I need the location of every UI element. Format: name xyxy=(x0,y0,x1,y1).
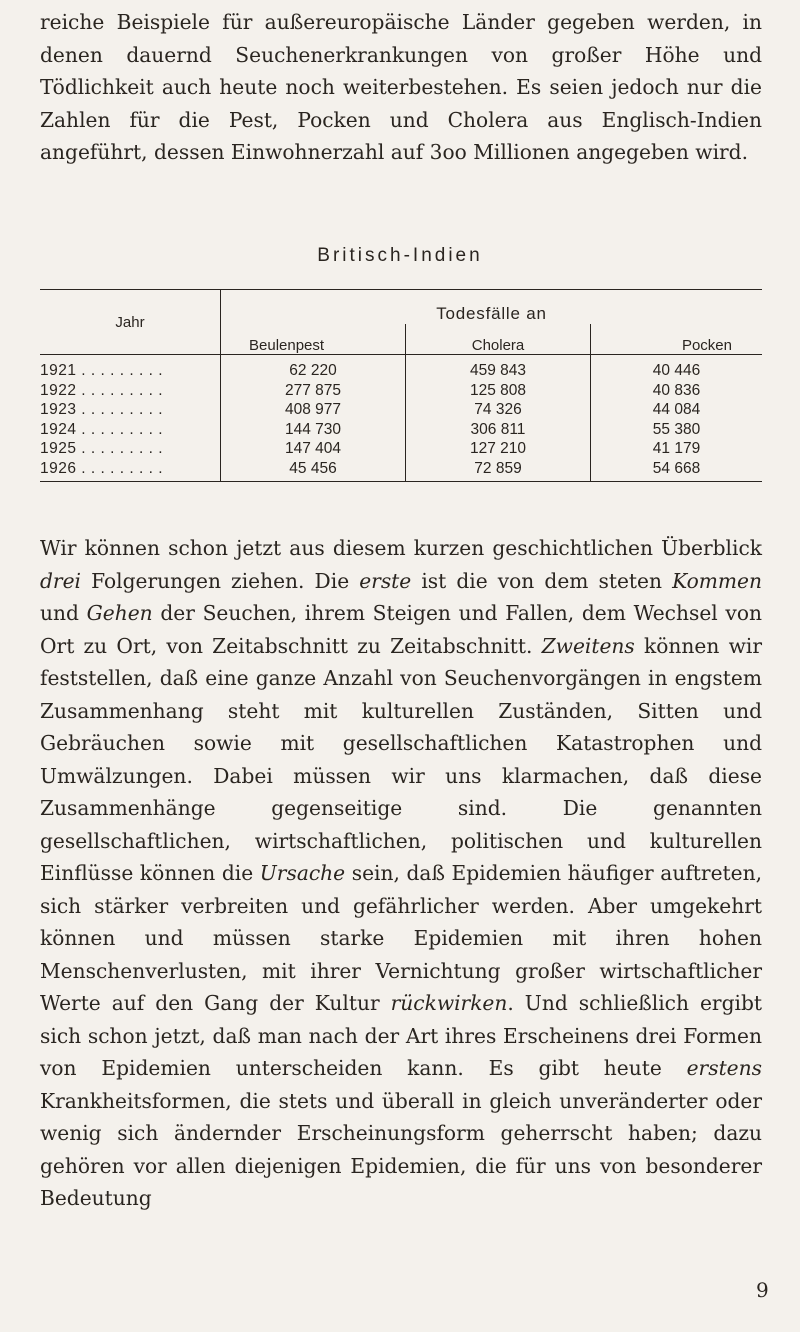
pocken-cell: 40 446 xyxy=(591,355,763,381)
year-cell: 1926 . . . . . . . . . xyxy=(40,459,221,482)
emphasis-gehen: Gehen xyxy=(86,601,153,625)
column-group-header: Todesfälle an xyxy=(221,290,763,324)
table-caption: Britisch-Indien xyxy=(317,245,483,266)
deaths-table xyxy=(40,289,762,482)
cholera-cell: 127 210 xyxy=(406,439,591,459)
table-row xyxy=(40,355,762,381)
beulenpest-cell: 45 456 xyxy=(221,459,406,482)
year-cell: 1922 . . . . . . . . . xyxy=(40,381,163,399)
cholera-cell: 125 808 xyxy=(406,381,591,401)
column-header-cholera: Cholera xyxy=(406,324,591,355)
emphasis-kommen: Kommen xyxy=(672,568,762,593)
emphasis-drei: drei xyxy=(40,568,81,593)
beulenpest-cell: 408 977 xyxy=(221,400,406,420)
pocken-cell: 41 179 xyxy=(591,439,763,459)
cholera-cell: 459 843 xyxy=(406,355,591,381)
intro-paragraph: reiche Beispiele für außereuropäische Länder gegeben werden, in denen dauernd Seuchenerkrankungen von großer Höhe und Tödlichkeit auch heute noch weiterbestehen. Es seien jedoch nur die Zahlen für die Pest, Pocken und Cholera aus Englisch-Indien angeführt, dessen Einwohnerzahl auf 3oo Millionen angegeben wird. xyxy=(40,10,762,164)
beulenpest-cell: 277 875 xyxy=(221,381,406,401)
pocken-cell: 54 668 xyxy=(591,459,763,482)
year-cell: 1924 . . . . . . . . . xyxy=(40,420,163,438)
table-row xyxy=(40,459,762,482)
cholera-cell: 306 811 xyxy=(406,420,591,440)
cholera-cell: 74 326 xyxy=(406,400,591,420)
emphasis-erstens: erstens xyxy=(686,1056,762,1080)
pocken-cell: 55 380 xyxy=(591,420,763,440)
emphasis-rueckwirken: rückwirken xyxy=(390,991,508,1015)
emphasis-ursache: Ursache xyxy=(259,861,346,885)
emphasis-zweitens: Zweitens xyxy=(541,633,635,658)
column-header-pocken: Pocken xyxy=(591,324,763,355)
year-cell: 1925 . . . . . . . . . xyxy=(40,440,163,457)
table-row xyxy=(40,420,762,440)
pocken-cell: 44 084 xyxy=(591,400,763,420)
table-row xyxy=(40,400,762,420)
column-header-beulenpest: Beulenpest xyxy=(221,324,406,355)
beulenpest-cell: 144 730 xyxy=(221,420,406,440)
table-row xyxy=(40,439,762,459)
cholera-cell: 72 859 xyxy=(406,459,591,482)
emphasis-erste: erste xyxy=(359,568,412,593)
beulenpest-cell: 62 220 xyxy=(221,355,406,381)
beulenpest-cell: 147 404 xyxy=(221,439,406,459)
year-cell: 1923 . . . . . . . . . xyxy=(40,401,163,418)
page-number: 9 xyxy=(756,1278,769,1302)
table-row xyxy=(40,381,762,401)
column-header-jahr: Jahr xyxy=(40,290,221,355)
pocken-cell: 40 836 xyxy=(591,381,763,401)
conclusions-paragraph: Wir können schon jetzt aus diesem kurzen geschichtlichen Überblick drei Folgerungen ziehen. Die erste ist die von dem steten Kommen und Gehen der Seuchen, ihrem Steigen und Fallen, dem Wechsel von Ort zu Ort, von Zeitabschnitt zu Zeitabschnitt. Zweitens können wir feststellen, daß eine ganze Anzahl von Seuchenvorgängen in engstem Zusammenhang steht mit kulturellen Zuständen, Sitten und Gebräuchen sowie mit gesellschaftlichen Katastrophen und Umwälzungen. Dabei müssen wir uns klarmachen, daß diese Zusammenhänge gegenseitige sind. Die genannten gesellschaftlichen, wirtschaftlichen, politischen und kulturellen Einflüsse können die Ursache sein, daß Epidemien häufiger auftreten, sich stärker verbreiten und gefährlicher werden. Aber umgekehrt können und müssen starke Epidemien mit ihren hohen Menschenverlusten, mit ihrer Vernichtung großer wirtschaftlicher Werte auf den Gang der Kultur rückwirken. Und schließlich ergibt sich schon jetzt, daß man nach der Art ihres Erscheinens drei Formen von Epidemien unterscheiden kann. Es gibt heute erstens Krankheitsformen, die stets und überall in gleich unveränderter oder wenig sich ändernder Erscheinungsform geherrscht haben; dazu gehören vor allen diejenigen Epidemien, die für uns von besonderer Bedeutung xyxy=(40,536,762,1210)
year-cell: 1921 . . . . . . . . . xyxy=(40,362,163,379)
